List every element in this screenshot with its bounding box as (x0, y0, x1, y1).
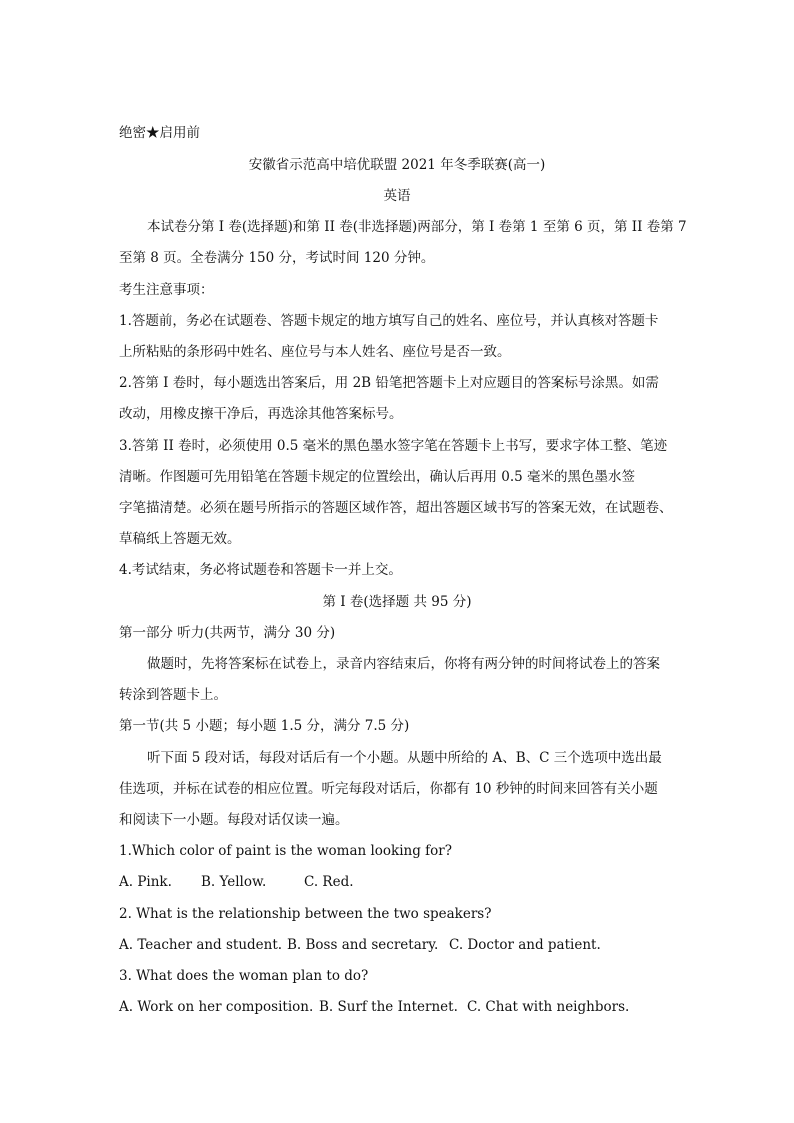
subsection-title: 第一节(共 5 小题；每小题 1.5 分，满分 7.5 分) (119, 718, 410, 734)
notice-line: 改动，用橡皮擦干净后，再选涂其他答案标号。 (119, 406, 403, 422)
section-desc-line: 转涂到答题卡上。 (119, 687, 227, 703)
subject-title: 英语 (383, 188, 411, 204)
option-b: B. Yellow. (201, 874, 267, 890)
subsection-desc-line: 佳选项，并标在试卷的相应位置。听完每段对话后，你都有 10 秒钟的时间来回答有关小题 (119, 781, 658, 797)
confidential-label: 绝密★启用前 (119, 125, 200, 141)
option-b: B. Surf the Internet. (319, 999, 458, 1015)
notice-line: 1.答题前，务必在试题卷、答题卡规定的地方填写自己的姓名、座位号，并认真核对答题卡 (119, 313, 659, 329)
notice-line: 字笔描清楚。必须在题号所指示的答题区域作答，超出答题区域书写的答案无效，在试题卷、 (119, 500, 673, 516)
subsection-desc-line: 听下面 5 段对话，每段对话后有一个小题。从题中所给的 A、B、C 三个选项中选出最 (147, 750, 662, 766)
subsection-desc-line: 和阅读下一小题。每段对话仅读一遍。 (119, 812, 349, 828)
exam-title: 安徽省示范高中培优联盟 2021 年冬季联赛(高一) (248, 157, 546, 173)
option-a: A. Teacher and student. (119, 937, 283, 953)
notice-heading: 考生注意事项： (119, 282, 214, 298)
volume-title: 第 I 卷(选择题 共 95 分) (322, 594, 472, 610)
notice-line: 2.答第 I 卷时，每小题选出答案后，用 2B 铅笔把答题卡上对应题目的答案标号涂黑。如需 (119, 375, 659, 391)
notice-line: 4.考试结束，务必将试题卷和答题卡一并上交。 (119, 562, 402, 578)
option-c: C. Red. (304, 874, 354, 890)
question-options (119, 935, 601, 955)
intro-line-2: 至第 8 页。全卷满分 150 分，考试时间 120 分钟。 (119, 250, 435, 266)
intro-line-1: 本试卷分第 I 卷(选择题)和第 II 卷(非选择题)两部分，第 I 卷第 1 至第 6 页，第 II 卷第 7 (147, 219, 687, 235)
section-title: 第一部分 听力(共两节，满分 30 分) (119, 625, 336, 641)
notice-line: 3.答第 II 卷时，必须使用 0.5 毫米的黑色墨水签字笔在答题卡上书写，要求字体工整、笔迹 (119, 438, 668, 454)
question-text: 3. What does the woman plan to do? (119, 968, 369, 984)
question-text: 2. What is the relationship between the two speakers? (119, 906, 492, 922)
option-c: C. Doctor and patient. (449, 937, 601, 953)
question-options (119, 872, 354, 892)
option-a: A. Work on her composition. (119, 999, 314, 1015)
option-c: C. Chat with neighbors. (467, 999, 630, 1015)
question-options (119, 997, 629, 1017)
notice-line: 草稿纸上答题无效。 (119, 531, 241, 547)
option-b: B. Boss and secretary. (287, 937, 439, 953)
section-desc-line: 做题时，先将答案标在试卷上，录音内容结束后，你将有两分钟的时间将试卷上的答案 (147, 656, 660, 672)
notice-line: 上所粘贴的条形码中姓名、座位号与本人姓名、座位号是否一致。 (119, 344, 511, 360)
question-text: 1.Which color of paint is the woman looking for? (119, 843, 452, 859)
notice-line: 清晰。作图题可先用铅笔在答题卡规定的位置绘出，确认后再用 0.5 毫米的黑色墨水签 (119, 469, 636, 485)
option-a: A. Pink. (119, 874, 172, 890)
